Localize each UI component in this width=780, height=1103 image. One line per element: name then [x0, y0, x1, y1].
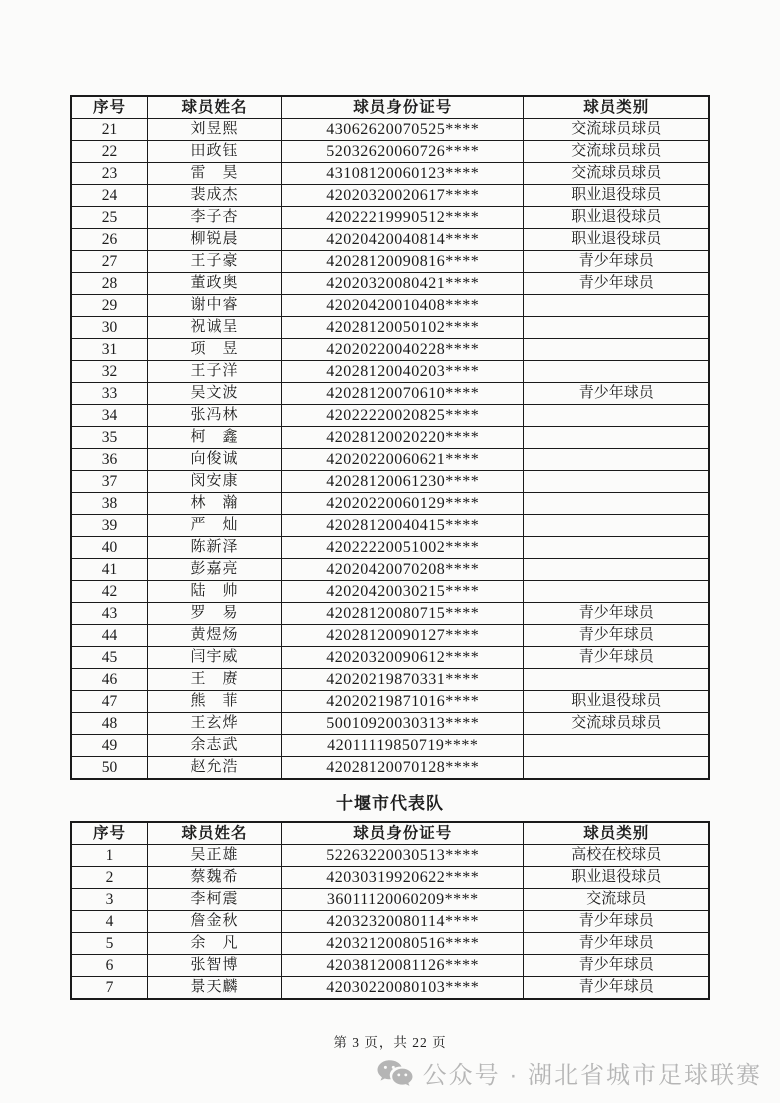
row-number: 40 — [71, 537, 148, 559]
player-id-number: 42022220020825**** — [282, 405, 524, 427]
player-category: 交流球员球员 — [524, 713, 709, 735]
row-number: 34 — [71, 405, 148, 427]
column-header-player-category: 球员类别 — [524, 822, 709, 845]
column-header-player-id: 球员身份证号 — [282, 822, 524, 845]
top-margin — [0, 0, 780, 95]
player-name: 熊 菲 — [148, 691, 282, 713]
player-name: 黄煜炀 — [148, 625, 282, 647]
player-id-number: 42022219990512**** — [282, 207, 524, 229]
player-id-number: 42020219870331**** — [282, 669, 524, 691]
player-name: 王玄烨 — [148, 713, 282, 735]
player-name: 柯 鑫 — [148, 427, 282, 449]
table-row — [71, 383, 709, 405]
player-category: 青少年球员 — [524, 911, 709, 933]
player-name: 彭嘉亮 — [148, 559, 282, 581]
player-category: 青少年球员 — [524, 625, 709, 647]
table-row — [71, 537, 709, 559]
player-id-number: 42028120080715**** — [282, 603, 524, 625]
player-category: 青少年球员 — [524, 273, 709, 295]
player-category — [524, 317, 709, 339]
player-id-number: 42028120040203**** — [282, 361, 524, 383]
watermark-label: 公众号 · 湖北省城市足球联赛 — [422, 1062, 762, 1089]
player-id-number: 42020220060129**** — [282, 493, 524, 515]
player-id-number: 43062620070525**** — [282, 119, 524, 141]
table-row — [71, 317, 709, 339]
player-category — [524, 559, 709, 581]
player-category: 职业退役球员 — [524, 229, 709, 251]
page-number: 第 3 页，共 22 页 — [333, 1035, 447, 1050]
player-id-number: 42020320020617**** — [282, 185, 524, 207]
player-name: 蔡魏希 — [148, 867, 282, 889]
player-name: 李子杏 — [148, 207, 282, 229]
player-id-number: 42011119850719**** — [282, 735, 524, 757]
player-name: 余志武 — [148, 735, 282, 757]
team-section-title: 十堰市代表队 — [336, 794, 444, 813]
player-id-number: 42020420040814**** — [282, 229, 524, 251]
row-number: 43 — [71, 603, 148, 625]
player-id-number: 50010920030313**** — [282, 713, 524, 735]
player-id-number: 42020220040228**** — [282, 339, 524, 361]
player-category: 高校在校球员 — [524, 845, 709, 867]
player-id-number: 42020420070208**** — [282, 559, 524, 581]
table-row — [71, 955, 709, 977]
row-number: 24 — [71, 185, 148, 207]
table-row — [71, 933, 709, 955]
table-row — [71, 207, 709, 229]
table-row — [71, 889, 709, 911]
row-number: 45 — [71, 647, 148, 669]
table-row — [71, 471, 709, 493]
row-number: 7 — [71, 977, 148, 1000]
player-name: 吴文波 — [148, 383, 282, 405]
player-name: 柳锐晨 — [148, 229, 282, 251]
table-row — [71, 119, 709, 141]
player-name: 刘昱熙 — [148, 119, 282, 141]
column-header-player-name: 球员姓名 — [148, 822, 282, 845]
row-number: 33 — [71, 383, 148, 405]
column-header-player-category: 球员类别 — [524, 96, 709, 119]
player-category: 青少年球员 — [524, 933, 709, 955]
row-number: 48 — [71, 713, 148, 735]
row-number: 36 — [71, 449, 148, 471]
player-id-number: 42028120070610**** — [282, 383, 524, 405]
player-id-number: 42028120050102**** — [282, 317, 524, 339]
row-number: 25 — [71, 207, 148, 229]
row-number: 23 — [71, 163, 148, 185]
player-category: 交流球员球员 — [524, 119, 709, 141]
player-name: 赵允浩 — [148, 757, 282, 780]
player-name: 林 瀚 — [148, 493, 282, 515]
player-name: 陈新泽 — [148, 537, 282, 559]
player-id-number: 42020420030215**** — [282, 581, 524, 603]
row-number: 26 — [71, 229, 148, 251]
row-number: 2 — [71, 867, 148, 889]
table-row — [71, 559, 709, 581]
table-row — [71, 449, 709, 471]
player-name: 闫宇威 — [148, 647, 282, 669]
player-roster-table-2 — [70, 821, 710, 1000]
player-category — [524, 669, 709, 691]
column-header-player-name: 球员姓名 — [148, 96, 282, 119]
player-id-number: 42028120061230**** — [282, 471, 524, 493]
row-number: 30 — [71, 317, 148, 339]
table-row — [71, 669, 709, 691]
player-category — [524, 361, 709, 383]
player-name: 王子豪 — [148, 251, 282, 273]
player-id-number: 42028120020220**** — [282, 427, 524, 449]
player-category: 青少年球员 — [524, 647, 709, 669]
row-number: 35 — [71, 427, 148, 449]
player-id-number: 42020220060621**** — [282, 449, 524, 471]
table-row — [71, 273, 709, 295]
player-name: 景天麟 — [148, 977, 282, 1000]
player-category: 职业退役球员 — [524, 185, 709, 207]
row-number: 50 — [71, 757, 148, 780]
player-name: 张冯林 — [148, 405, 282, 427]
player-category — [524, 581, 709, 603]
player-category — [524, 537, 709, 559]
table-row — [71, 845, 709, 867]
row-number: 3 — [71, 889, 148, 911]
player-id-number: 36011120060209**** — [282, 889, 524, 911]
table-row — [71, 141, 709, 163]
player-name: 雷 昊 — [148, 163, 282, 185]
table-row — [71, 713, 709, 735]
player-id-number: 42032120080516**** — [282, 933, 524, 955]
player-id-number: 42020320080421**** — [282, 273, 524, 295]
row-number: 44 — [71, 625, 148, 647]
wechat-icon — [376, 1058, 414, 1088]
player-id-number: 42030220080103**** — [282, 977, 524, 1000]
player-name: 裴成杰 — [148, 185, 282, 207]
table-row — [71, 757, 709, 780]
player-category — [524, 449, 709, 471]
table-row — [71, 251, 709, 273]
player-category: 交流球员球员 — [524, 141, 709, 163]
player-roster-table-1 — [70, 95, 710, 780]
row-number: 29 — [71, 295, 148, 317]
player-name: 项 昱 — [148, 339, 282, 361]
row-number: 28 — [71, 273, 148, 295]
row-number: 4 — [71, 911, 148, 933]
table-row — [71, 229, 709, 251]
player-name: 陆 帅 — [148, 581, 282, 603]
player-category: 职业退役球员 — [524, 691, 709, 713]
player-name: 王子洋 — [148, 361, 282, 383]
table-row — [71, 405, 709, 427]
player-category: 青少年球员 — [524, 251, 709, 273]
player-category — [524, 735, 709, 757]
player-name: 田政钰 — [148, 141, 282, 163]
player-id-number: 52263220030513**** — [282, 845, 524, 867]
player-category — [524, 757, 709, 780]
player-name: 张智博 — [148, 955, 282, 977]
player-id-number: 43108120060123**** — [282, 163, 524, 185]
player-name: 罗 易 — [148, 603, 282, 625]
player-category: 青少年球员 — [524, 955, 709, 977]
player-id-number: 42028120090816**** — [282, 251, 524, 273]
table-header-row — [71, 96, 709, 119]
table-row — [71, 163, 709, 185]
player-id-number: 42028120070128**** — [282, 757, 524, 780]
watermark — [376, 1055, 762, 1090]
row-number: 31 — [71, 339, 148, 361]
row-number: 42 — [71, 581, 148, 603]
player-id-number: 42030319920622**** — [282, 867, 524, 889]
player-name: 严 灿 — [148, 515, 282, 537]
player-category: 青少年球员 — [524, 977, 709, 1000]
player-id-number: 42028120040415**** — [282, 515, 524, 537]
column-header-number: 序号 — [71, 96, 148, 119]
player-id-number: 42032320080114**** — [282, 911, 524, 933]
table-row — [71, 361, 709, 383]
row-number: 1 — [71, 845, 148, 867]
player-category — [524, 471, 709, 493]
player-name: 闵安康 — [148, 471, 282, 493]
table-row — [71, 625, 709, 647]
table-row — [71, 911, 709, 933]
player-category — [524, 405, 709, 427]
player-category — [524, 493, 709, 515]
player-id-number: 52032620060726**** — [282, 141, 524, 163]
player-category: 青少年球员 — [524, 383, 709, 405]
player-category: 职业退役球员 — [524, 207, 709, 229]
player-category — [524, 339, 709, 361]
table-row — [71, 515, 709, 537]
row-number: 49 — [71, 735, 148, 757]
player-name: 余 凡 — [148, 933, 282, 955]
player-category — [524, 515, 709, 537]
column-header-player-id: 球员身份证号 — [282, 96, 524, 119]
player-category: 交流球员球员 — [524, 163, 709, 185]
row-number: 22 — [71, 141, 148, 163]
table-row — [71, 339, 709, 361]
table-row — [71, 295, 709, 317]
row-number: 38 — [71, 493, 148, 515]
table-header-row — [71, 822, 709, 845]
row-number: 41 — [71, 559, 148, 581]
row-number: 47 — [71, 691, 148, 713]
player-name: 向俊诚 — [148, 449, 282, 471]
player-name: 詹金秋 — [148, 911, 282, 933]
player-id-number: 42038120081126**** — [282, 955, 524, 977]
player-name: 李柯震 — [148, 889, 282, 911]
player-name: 谢中睿 — [148, 295, 282, 317]
table-row — [71, 493, 709, 515]
player-name: 祝诚呈 — [148, 317, 282, 339]
row-number: 27 — [71, 251, 148, 273]
table-row — [71, 603, 709, 625]
player-id-number: 42020320090612**** — [282, 647, 524, 669]
column-header-number: 序号 — [71, 822, 148, 845]
table-row — [71, 691, 709, 713]
player-id-number: 42028120090127**** — [282, 625, 524, 647]
player-category: 青少年球员 — [524, 603, 709, 625]
row-number: 46 — [71, 669, 148, 691]
row-number: 37 — [71, 471, 148, 493]
player-name: 吴正雄 — [148, 845, 282, 867]
player-category: 交流球员 — [524, 889, 709, 911]
row-number: 21 — [71, 119, 148, 141]
player-category — [524, 295, 709, 317]
row-number: 5 — [71, 933, 148, 955]
table-row — [71, 185, 709, 207]
table-row — [71, 581, 709, 603]
player-id-number: 42022220051002**** — [282, 537, 524, 559]
table-row — [71, 735, 709, 757]
player-category — [524, 427, 709, 449]
row-number: 6 — [71, 955, 148, 977]
table-row — [71, 427, 709, 449]
player-name: 王 赓 — [148, 669, 282, 691]
player-id-number: 42020420010408**** — [282, 295, 524, 317]
row-number: 32 — [71, 361, 148, 383]
player-name: 董政奥 — [148, 273, 282, 295]
table-row — [71, 977, 709, 1000]
table-row — [71, 647, 709, 669]
table-row — [71, 867, 709, 889]
player-id-number: 42020219871016**** — [282, 691, 524, 713]
player-category: 职业退役球员 — [524, 867, 709, 889]
row-number: 39 — [71, 515, 148, 537]
